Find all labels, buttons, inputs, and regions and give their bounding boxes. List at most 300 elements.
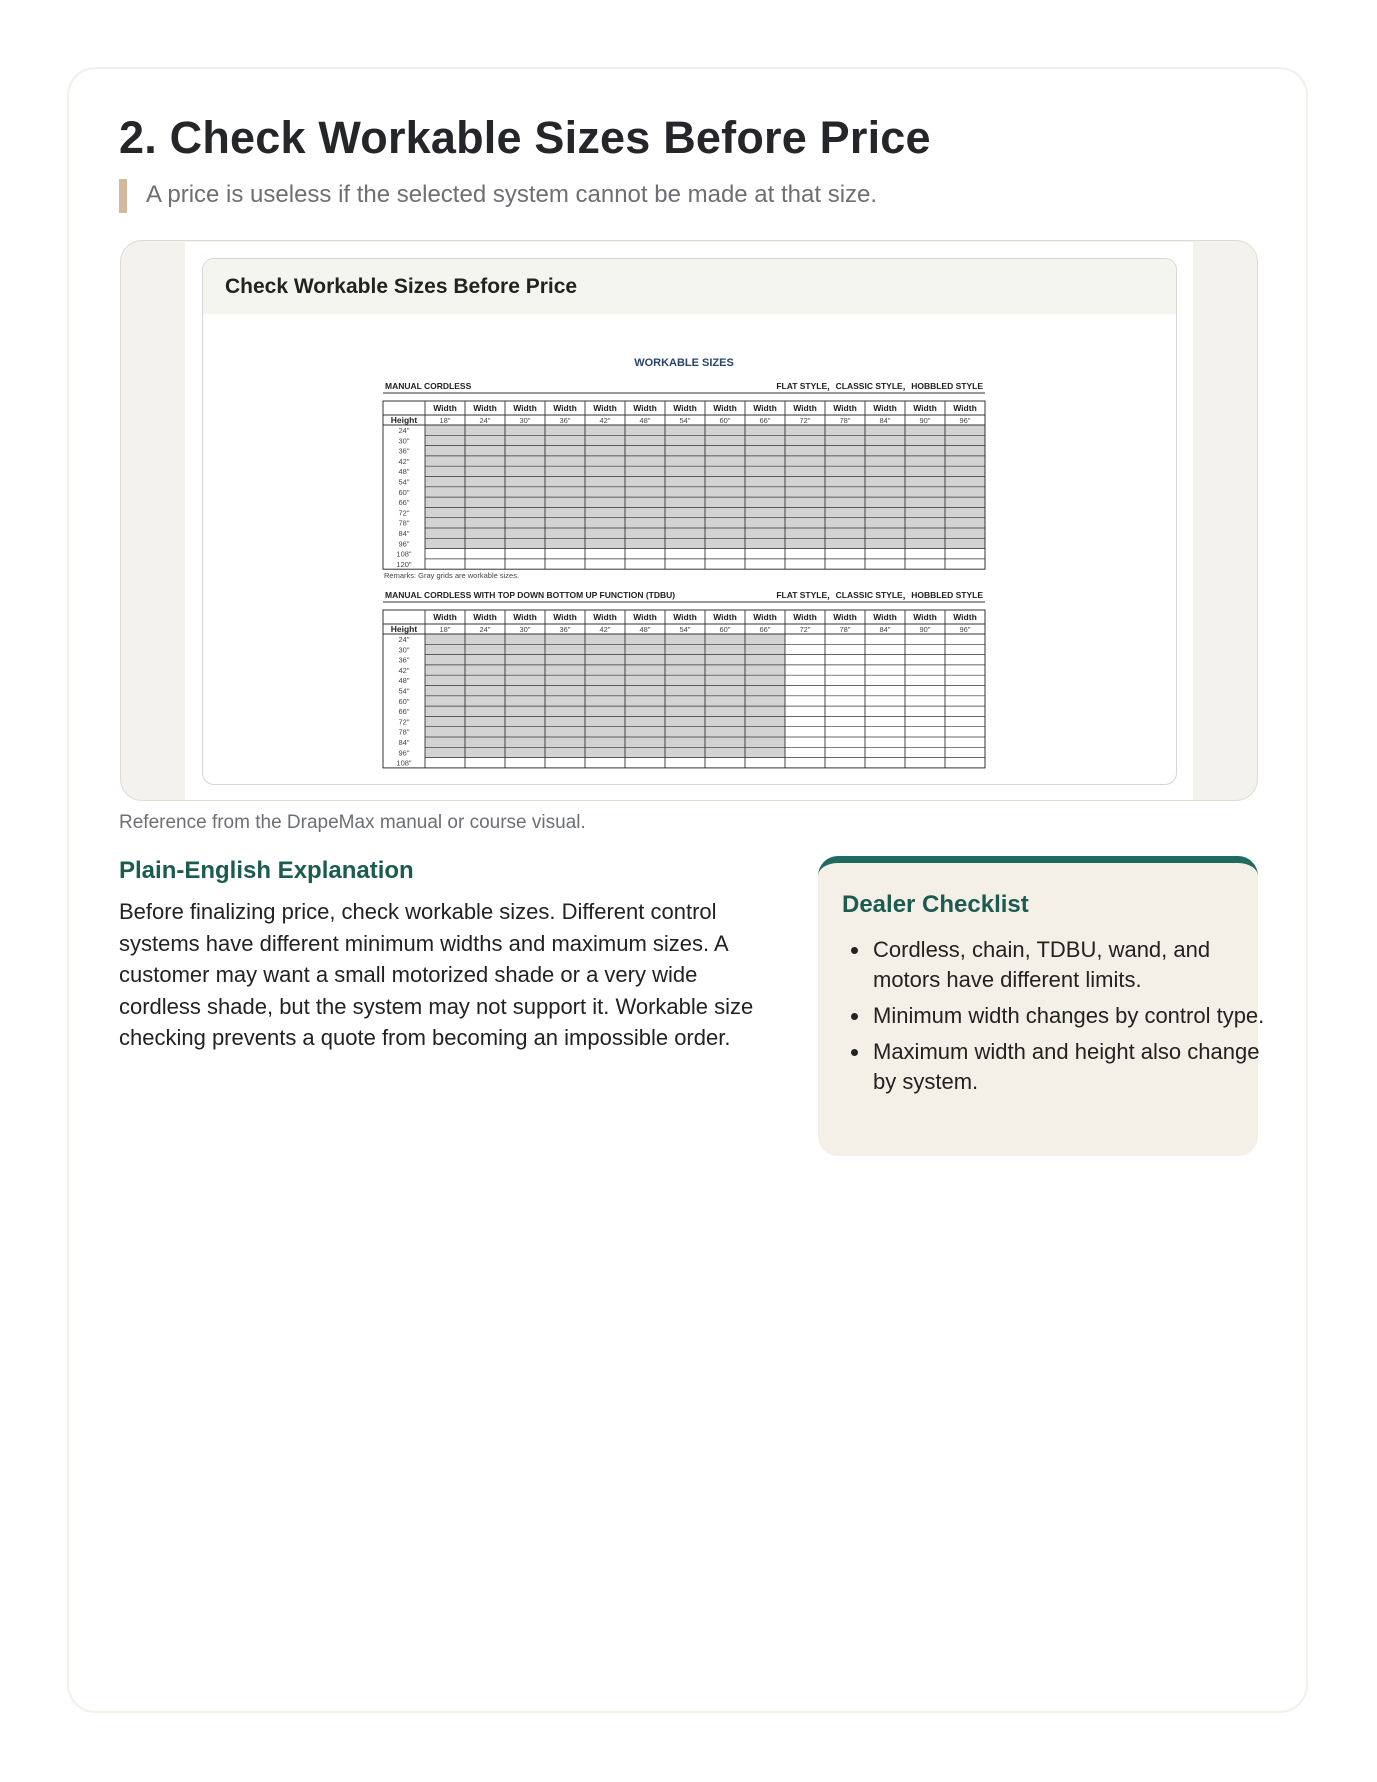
workable-cell xyxy=(705,655,745,665)
workable-cell xyxy=(465,487,505,497)
workable-cell xyxy=(745,528,785,538)
width-label: 60" xyxy=(719,416,731,425)
figure-caption: Reference from the DrapeMax manual or course visual. xyxy=(119,812,586,833)
workable-cell xyxy=(585,518,625,528)
width-label: 18" xyxy=(439,625,451,634)
workable-cell xyxy=(545,747,585,757)
height-label: 48" xyxy=(398,676,410,686)
height-label: 66" xyxy=(398,498,410,508)
workable-cell xyxy=(665,538,705,548)
height-label: 30" xyxy=(398,645,410,655)
workable-cell xyxy=(545,675,585,685)
workable-cell xyxy=(545,456,585,466)
workable-cell xyxy=(505,518,545,528)
column-header: Width xyxy=(913,612,937,622)
workable-cell xyxy=(665,686,705,696)
workable-cell xyxy=(425,696,465,706)
width-label: 30" xyxy=(519,625,531,634)
workable-cell xyxy=(625,507,665,517)
workable-cell xyxy=(785,528,825,538)
workable-cell xyxy=(545,696,585,706)
workable-cell xyxy=(585,487,625,497)
workable-cell xyxy=(545,497,585,507)
workable-cell xyxy=(785,466,825,476)
workable-cell xyxy=(905,425,945,435)
workable-cell xyxy=(505,737,545,747)
workable-cell xyxy=(945,456,985,466)
workable-cell xyxy=(745,487,785,497)
workable-cell xyxy=(945,487,985,497)
workable-cell xyxy=(505,747,545,757)
workable-cell xyxy=(505,686,545,696)
workable-cell xyxy=(465,538,505,548)
height-label: 48" xyxy=(398,467,410,477)
explanation-heading: Plain-English Explanation xyxy=(119,857,414,884)
workable-cell xyxy=(425,634,465,644)
table-name: MANUAL CORDLESS WITH TOP DOWN BOTTOM UP FUNCTION (TDBU) xyxy=(385,590,676,600)
workable-cell xyxy=(705,446,745,456)
workable-cell xyxy=(545,716,585,726)
workable-cell xyxy=(585,446,625,456)
workable-cell xyxy=(705,538,745,548)
height-label: 108" xyxy=(396,549,412,559)
column-header: Width xyxy=(513,612,537,622)
workable-cell xyxy=(505,477,545,487)
workable-cell xyxy=(865,477,905,487)
workable-cell xyxy=(665,747,705,757)
column-header: Width xyxy=(953,612,977,622)
workable-cell xyxy=(545,538,585,548)
workable-cell xyxy=(705,477,745,487)
workable-cell xyxy=(625,634,665,644)
sheet-title: WORKABLE SIZES xyxy=(634,357,734,369)
workable-cell xyxy=(625,538,665,548)
workable-cell xyxy=(425,466,465,476)
workable-cell xyxy=(865,487,905,497)
workable-cell xyxy=(625,487,665,497)
workable-cell xyxy=(665,634,705,644)
workable-cell xyxy=(745,675,785,685)
workable-cell xyxy=(425,655,465,665)
workable-cell xyxy=(905,518,945,528)
height-label: 54" xyxy=(398,477,410,487)
column-header: Width xyxy=(793,612,817,622)
height-label: 72" xyxy=(398,508,410,518)
workable-cell xyxy=(425,686,465,696)
column-header: Width xyxy=(753,403,777,413)
workable-cell xyxy=(745,446,785,456)
workable-cell xyxy=(585,435,625,445)
workable-cell xyxy=(625,518,665,528)
workable-cell xyxy=(745,425,785,435)
column-header: Width xyxy=(673,403,697,413)
workable-cell xyxy=(625,644,665,654)
column-header: Width xyxy=(593,403,617,413)
workable-cell xyxy=(545,518,585,528)
workable-cell xyxy=(585,466,625,476)
workable-cell xyxy=(665,497,705,507)
workable-cell xyxy=(425,528,465,538)
width-label: 96" xyxy=(959,625,971,634)
workable-cell xyxy=(505,644,545,654)
checklist-item: • Maximum width and height also change by system. xyxy=(871,1037,1271,1097)
width-label: 30" xyxy=(519,416,531,425)
workable-cell xyxy=(665,727,705,737)
checklist-item: • Minimum width changes by control type. xyxy=(871,1001,1271,1031)
workable-cell xyxy=(945,446,985,456)
workable-cell xyxy=(705,518,745,528)
column-header: Width xyxy=(593,612,617,622)
height-label: 54" xyxy=(398,686,410,696)
width-label: 24" xyxy=(479,416,491,425)
workable-cell xyxy=(625,528,665,538)
workable-cell xyxy=(425,675,465,685)
column-header: Width xyxy=(713,403,737,413)
height-label: 60" xyxy=(398,696,410,706)
width-label: 18" xyxy=(439,416,451,425)
workable-cell xyxy=(505,425,545,435)
column-header: Width xyxy=(913,403,937,413)
workable-cell xyxy=(705,727,745,737)
workable-cell xyxy=(585,665,625,675)
workable-cell xyxy=(505,446,545,456)
workable-cell xyxy=(625,686,665,696)
workable-cell xyxy=(545,686,585,696)
height-label: 42" xyxy=(398,665,410,675)
workable-cell xyxy=(545,727,585,737)
workable-cell xyxy=(745,466,785,476)
width-label: 90" xyxy=(919,625,931,634)
workable-cell xyxy=(505,497,545,507)
column-header: Width xyxy=(553,403,577,413)
height-label: 84" xyxy=(398,529,410,538)
height-label: 72" xyxy=(398,717,410,727)
workable-cell xyxy=(425,518,465,528)
workable-cell xyxy=(785,487,825,497)
workable-cell xyxy=(465,507,505,517)
figure-card-header xyxy=(203,259,1176,314)
workable-cell xyxy=(425,665,465,675)
workable-cell xyxy=(505,634,545,644)
width-label: 42" xyxy=(599,625,611,634)
workable-cell xyxy=(505,727,545,737)
width-label: 48" xyxy=(639,625,651,634)
workable-cell xyxy=(865,425,905,435)
workable-cell xyxy=(825,487,865,497)
workable-cell xyxy=(585,696,625,706)
column-header: Width xyxy=(633,403,657,413)
workable-cell xyxy=(945,507,985,517)
workable-cell xyxy=(865,538,905,548)
workable-cell xyxy=(625,706,665,716)
workable-cell xyxy=(465,435,505,445)
workable-cell xyxy=(745,747,785,757)
workable-cell xyxy=(865,497,905,507)
row-header: Height xyxy=(390,624,418,634)
workable-cell xyxy=(425,747,465,757)
height-label: 36" xyxy=(398,655,410,665)
workable-cell xyxy=(545,466,585,476)
table-name: MANUAL CORDLESS xyxy=(385,381,472,391)
width-label: 54" xyxy=(679,416,691,425)
workable-cell xyxy=(585,686,625,696)
workable-cell xyxy=(905,466,945,476)
workable-cell xyxy=(745,696,785,706)
workable-cell xyxy=(465,518,505,528)
workable-cell xyxy=(745,497,785,507)
workable-cell xyxy=(585,706,625,716)
workable-cell xyxy=(625,477,665,487)
workable-cell xyxy=(705,665,745,675)
explanation-body: Before finalizing price, check workable sizes. Different control systems have different minimum widths and maximum sizes. A customer may want a small motorized shade or a very wide cordless shade, but the system may not support it. Workable size checking prevents a quote from becoming an impossible order. xyxy=(119,899,754,1050)
workable-cell xyxy=(505,466,545,476)
workable-cell xyxy=(625,716,665,726)
workable-cell xyxy=(465,737,505,747)
workable-cell xyxy=(745,456,785,466)
workable-cell xyxy=(505,655,545,665)
workable-cell xyxy=(705,487,745,497)
workable-cell xyxy=(505,696,545,706)
width-label: 36" xyxy=(559,416,571,425)
workable-cell xyxy=(465,727,505,737)
workable-cell xyxy=(785,456,825,466)
width-label: 96" xyxy=(959,416,971,425)
workable-cell xyxy=(825,538,865,548)
workable-cell xyxy=(665,466,705,476)
workable-cell xyxy=(785,518,825,528)
workable-cell xyxy=(945,497,985,507)
width-label: 78" xyxy=(839,625,851,634)
column-header: Width xyxy=(433,403,457,413)
workable-cell xyxy=(465,446,505,456)
workable-cell xyxy=(905,528,945,538)
workable-cell xyxy=(585,497,625,507)
workable-cell xyxy=(665,425,705,435)
workable-cell xyxy=(505,435,545,445)
workable-cell xyxy=(665,655,705,665)
workable-cell xyxy=(625,655,665,665)
workable-cell xyxy=(425,446,465,456)
width-label: 84" xyxy=(879,416,891,425)
workable-cell xyxy=(425,727,465,737)
width-label: 72" xyxy=(799,625,811,634)
checklist-heading: Dealer Checklist xyxy=(842,891,1029,918)
workable-cell xyxy=(585,737,625,747)
workable-cell xyxy=(945,528,985,538)
workable-cell xyxy=(865,456,905,466)
workable-cell xyxy=(745,737,785,747)
workable-cell xyxy=(665,696,705,706)
width-label: 24" xyxy=(479,625,491,634)
workable-cell xyxy=(825,518,865,528)
workable-cell xyxy=(505,665,545,675)
height-label: 24" xyxy=(398,635,410,644)
workable-cell xyxy=(465,466,505,476)
workable-cell xyxy=(665,528,705,538)
column-header: Width xyxy=(513,403,537,413)
workable-cell xyxy=(705,528,745,538)
workable-cell xyxy=(625,497,665,507)
workable-cell xyxy=(705,466,745,476)
column-header: Width xyxy=(713,612,737,622)
column-header: Width xyxy=(473,403,497,413)
column-header: Width xyxy=(553,612,577,622)
workable-sizes-sheet xyxy=(203,314,1177,785)
workable-cell xyxy=(905,507,945,517)
workable-cell xyxy=(705,675,745,685)
workable-cell xyxy=(545,706,585,716)
height-label: 60" xyxy=(398,487,410,497)
workable-cell xyxy=(945,538,985,548)
workable-cell xyxy=(705,507,745,517)
width-label: 36" xyxy=(559,625,571,634)
workable-cell xyxy=(465,634,505,644)
height-label: 36" xyxy=(398,446,410,456)
width-label: 60" xyxy=(719,625,731,634)
height-label: 96" xyxy=(398,539,410,549)
workable-cell xyxy=(705,747,745,757)
height-label: 30" xyxy=(398,436,410,446)
workable-cell xyxy=(665,644,705,654)
workable-cell xyxy=(865,435,905,445)
page-subtitle: A price is useless if the selected system cannot be made at that size. xyxy=(146,181,878,208)
height-label: 108" xyxy=(396,758,412,768)
subtitle-accent-bar xyxy=(119,179,127,213)
workable-cell xyxy=(625,665,665,675)
workable-cell xyxy=(825,466,865,476)
workable-cell xyxy=(905,538,945,548)
height-label: 42" xyxy=(398,456,410,466)
workable-cell xyxy=(785,446,825,456)
workable-cell xyxy=(665,665,705,675)
workable-cell xyxy=(625,747,665,757)
workable-cell xyxy=(465,675,505,685)
checklist-item: • Cordless, chain, TDBU, wand, and motors have different limits. xyxy=(871,935,1271,995)
height-label: 120" xyxy=(396,559,412,569)
height-label: 78" xyxy=(398,727,410,737)
workable-cell xyxy=(465,665,505,675)
workable-cell xyxy=(625,696,665,706)
workable-cell xyxy=(625,456,665,466)
workable-cell xyxy=(585,716,625,726)
workable-cell xyxy=(705,706,745,716)
workable-cell xyxy=(665,737,705,747)
width-label: 48" xyxy=(639,416,651,425)
workable-cell xyxy=(905,477,945,487)
workable-cell xyxy=(785,477,825,487)
workable-cell xyxy=(505,706,545,716)
workable-cell xyxy=(505,487,545,497)
figure-card xyxy=(202,258,1177,785)
workable-cell xyxy=(625,466,665,476)
height-label: 24" xyxy=(398,426,410,435)
workable-cell xyxy=(905,487,945,497)
workable-cell xyxy=(465,716,505,726)
workable-cell xyxy=(425,716,465,726)
workable-cell xyxy=(425,538,465,548)
workable-cell xyxy=(785,435,825,445)
workable-cell xyxy=(865,518,905,528)
width-label: 90" xyxy=(919,416,931,425)
workable-cell xyxy=(865,466,905,476)
workable-cell xyxy=(585,456,625,466)
workable-cell xyxy=(425,737,465,747)
column-header: Width xyxy=(833,612,857,622)
workable-cell xyxy=(825,425,865,435)
workable-cell xyxy=(625,727,665,737)
workable-cell xyxy=(745,686,785,696)
workable-cell xyxy=(945,425,985,435)
workable-cell xyxy=(585,507,625,517)
workable-cell xyxy=(865,507,905,517)
width-label: 78" xyxy=(839,416,851,425)
workable-cell xyxy=(425,425,465,435)
workable-cell xyxy=(825,446,865,456)
workable-cell xyxy=(505,507,545,517)
table-styles: FLAT STYLE，CLASSIC STYLE，HOBBLED STYLE xyxy=(776,590,983,600)
workable-cell xyxy=(665,487,705,497)
column-header: Width xyxy=(473,612,497,622)
workable-cell xyxy=(465,696,505,706)
column-header: Width xyxy=(433,612,457,622)
workable-cell xyxy=(545,435,585,445)
table-remarks: Remarks: Gray grids are workable sizes. xyxy=(384,571,520,581)
workable-cell xyxy=(465,706,505,716)
workable-cell xyxy=(585,675,625,685)
page-title: 2. Check Workable Sizes Before Price xyxy=(119,112,931,163)
workable-cell xyxy=(825,497,865,507)
workable-cell xyxy=(665,706,705,716)
workable-cell xyxy=(705,696,745,706)
workable-cell xyxy=(705,425,745,435)
workable-cell xyxy=(745,706,785,716)
column-header: Width xyxy=(953,403,977,413)
workable-cell xyxy=(625,737,665,747)
workable-cell xyxy=(625,435,665,445)
workable-cell xyxy=(745,727,785,737)
workable-cell xyxy=(585,538,625,548)
workable-cell xyxy=(705,435,745,445)
workable-cell xyxy=(865,528,905,538)
height-label: 78" xyxy=(398,518,410,528)
workable-cell xyxy=(745,644,785,654)
workable-cell xyxy=(825,477,865,487)
workable-cell xyxy=(425,477,465,487)
dealer-checklist xyxy=(818,856,1265,1156)
workable-cell xyxy=(705,644,745,654)
workable-cell xyxy=(825,528,865,538)
figure-card-title: Check Workable Sizes Before Price xyxy=(225,275,578,298)
workable-cell xyxy=(745,716,785,726)
workable-cell xyxy=(825,507,865,517)
workable-cell xyxy=(705,716,745,726)
workable-cell xyxy=(705,737,745,747)
workable-cell xyxy=(425,644,465,654)
workable-cell xyxy=(505,456,545,466)
workable-cell xyxy=(585,644,625,654)
workable-cell xyxy=(745,538,785,548)
width-label: 66" xyxy=(759,416,771,425)
workable-cell xyxy=(905,435,945,445)
workable-cell xyxy=(745,634,785,644)
workable-cell xyxy=(465,497,505,507)
workable-cell xyxy=(505,528,545,538)
workable-cell xyxy=(665,518,705,528)
workable-cell xyxy=(625,425,665,435)
width-label: 84" xyxy=(879,625,891,634)
width-label: 42" xyxy=(599,416,611,425)
workable-cell xyxy=(785,538,825,548)
